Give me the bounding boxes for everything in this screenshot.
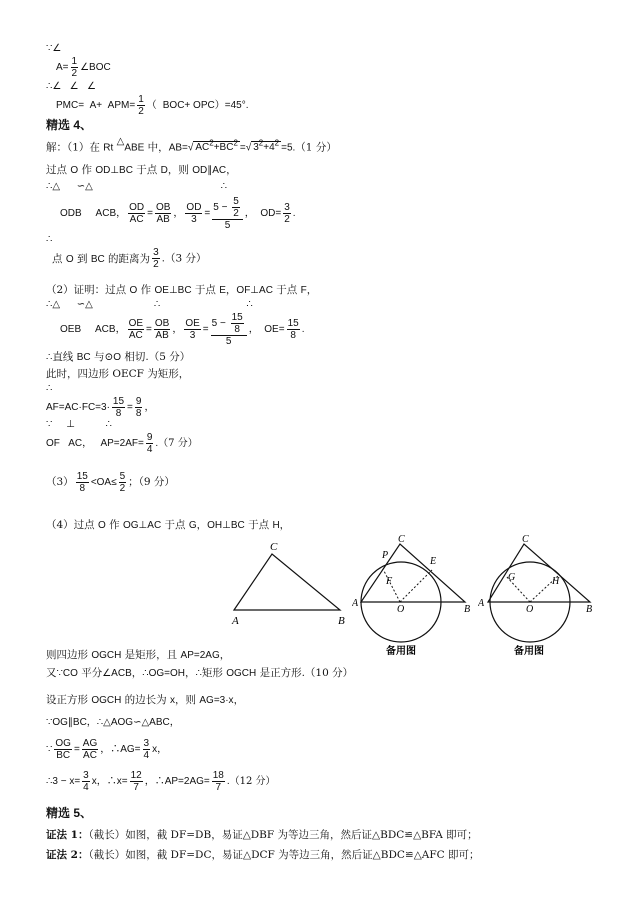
solution-line-2: 过点 O 作 OD⊥BC 于点 D，则 OD∥AC， (46, 164, 237, 176)
label-a: A (232, 615, 239, 627)
triangle-figure (228, 538, 356, 630)
backup-figure-2 (478, 532, 602, 660)
solve-x: ∴3 − x= $\frac{3}{4}$ x，∴x= $\frac{12}{7}$ ，∴AP=2AG= $\frac{18}{7}$ .（12 分） (46, 770, 276, 793)
proof-method-2: 证法 2：（截长）如图，截 DF=DC，易证△DCF 为等边三角，然后证△BDC≌△AFC 即可； (46, 849, 480, 861)
svg-text:A: A (478, 598, 485, 609)
af-value: ∴ AF=AC·FC=3· $\frac{15}{8}$ = $\frac{9}{8}$ ， (46, 383, 155, 419)
svg-text:H: H (552, 576, 560, 587)
ap-value-7: ∵ ⊥ ∴ OF AC， AP=2AF= $\frac{9}{4}$ .（7 分） (46, 419, 198, 455)
svg-text:B: B (464, 604, 471, 615)
part-4-start: （4）过点 O 作 OG⊥AC 于点 G，OH⊥BC 于点 H， (46, 519, 291, 531)
backup-figure-1 (352, 532, 476, 660)
square-ogch: 又∵CO 平分∠ACB，∴OG=OH，∴矩形 OGCH 是正方形.（10 分） (46, 667, 354, 679)
heading-5: 精选 5、 (46, 806, 93, 820)
svg-text:O: O (526, 604, 534, 615)
similar-aog: ∵OG∥BC，∴△AOG∽△ABC， (46, 717, 180, 728)
svg-text:G: G (508, 572, 516, 583)
svg-text:E: E (430, 556, 437, 567)
ratio-oe: OEB ACB， $\frac{OE}{AC}$ = $\frac{OB}{AB}$ ， $\frac{OE}{3}$ = 5 − $\frac{15}{8}$ 5 ， OE= $\frac{15}{8}$ . (60, 312, 305, 347)
svg-text:备用图: 备用图 (514, 646, 544, 657)
part-3-range: （3） $\frac{15}{8}$ <OA≤ $\frac{5}{2}$ ；（9 分） (46, 471, 175, 494)
svg-text:A: A (352, 598, 359, 609)
svg-text:O: O (397, 604, 405, 615)
step-angle-pmc: ∴∠ ∠ ∠ PMC= A+ APM= $\frac{1}{2}$ （ BOC+ OPC）=45°. (46, 81, 249, 117)
proof-part-2: （2）证明：过点 O 作 OE⊥BC 于点 E，OF⊥AC 于点 F， (46, 284, 318, 296)
label-c: C (270, 541, 278, 553)
label-b: B (338, 615, 345, 627)
side-length: 设正方形 OGCH 的边长为 x，则 AG=3·x， (46, 694, 245, 706)
solution-line-1: 解：（1）在 Rt △ABE 中，AB=√ $AC^2+BC^2$ =√ $3^2+4^2 =5.(1$ 分） (46, 136, 337, 154)
svg-text:C: C (398, 534, 405, 545)
ratio-og: ∵ $\frac{OG}{BC}$ = $\frac{AG}{AC}$ ，∴AG= $\frac{3}{4}$ x， (46, 738, 168, 761)
svg-text:P: P (382, 550, 389, 561)
svg-text:B: B (586, 604, 593, 615)
distance-o-bc: ∴ 点 O 到 BC 的距离为 $\frac{3}{2}$ .（3 分） (46, 234, 207, 270)
svg-text:备用图: 备用图 (386, 646, 416, 657)
proof-method-1: 证法 1：（截长）如图，截 DF=DB，易证△DBF 为等边三角，然后证△BDC≌△BFA 即可； (46, 829, 478, 841)
svg-text:C: C (522, 534, 529, 545)
step-angle-a: ∵∠ A= $\frac{1}{2}$ ∠BOC (46, 43, 111, 79)
rectangle-oecf: 此时，四边形 OECF 为矩形， (46, 368, 190, 380)
similar-oeb: ∴△ ∽△ ∴ ∴ (46, 299, 253, 310)
svg-text:F: F (386, 576, 393, 587)
ratio-od: ODB ACB， $\frac{OD}{AC}$ = $\frac{OB}{AB}$ ， $\frac{OD}{3}$ = 5 − $\frac{5}{2}$ 5 ， OD= $\frac{3}{2}$ . (60, 196, 296, 231)
rectangle-ogch: 则四边形 OGCH 是矩形，且 AP=2AG， (46, 649, 231, 661)
heading-4: 精选 4、 (46, 118, 93, 132)
tangent-line: ∴直线 BC 与⊙O 相切.（5 分） (46, 351, 191, 363)
similar-odb: ∴△ ∽△ ∴ (46, 181, 227, 192)
